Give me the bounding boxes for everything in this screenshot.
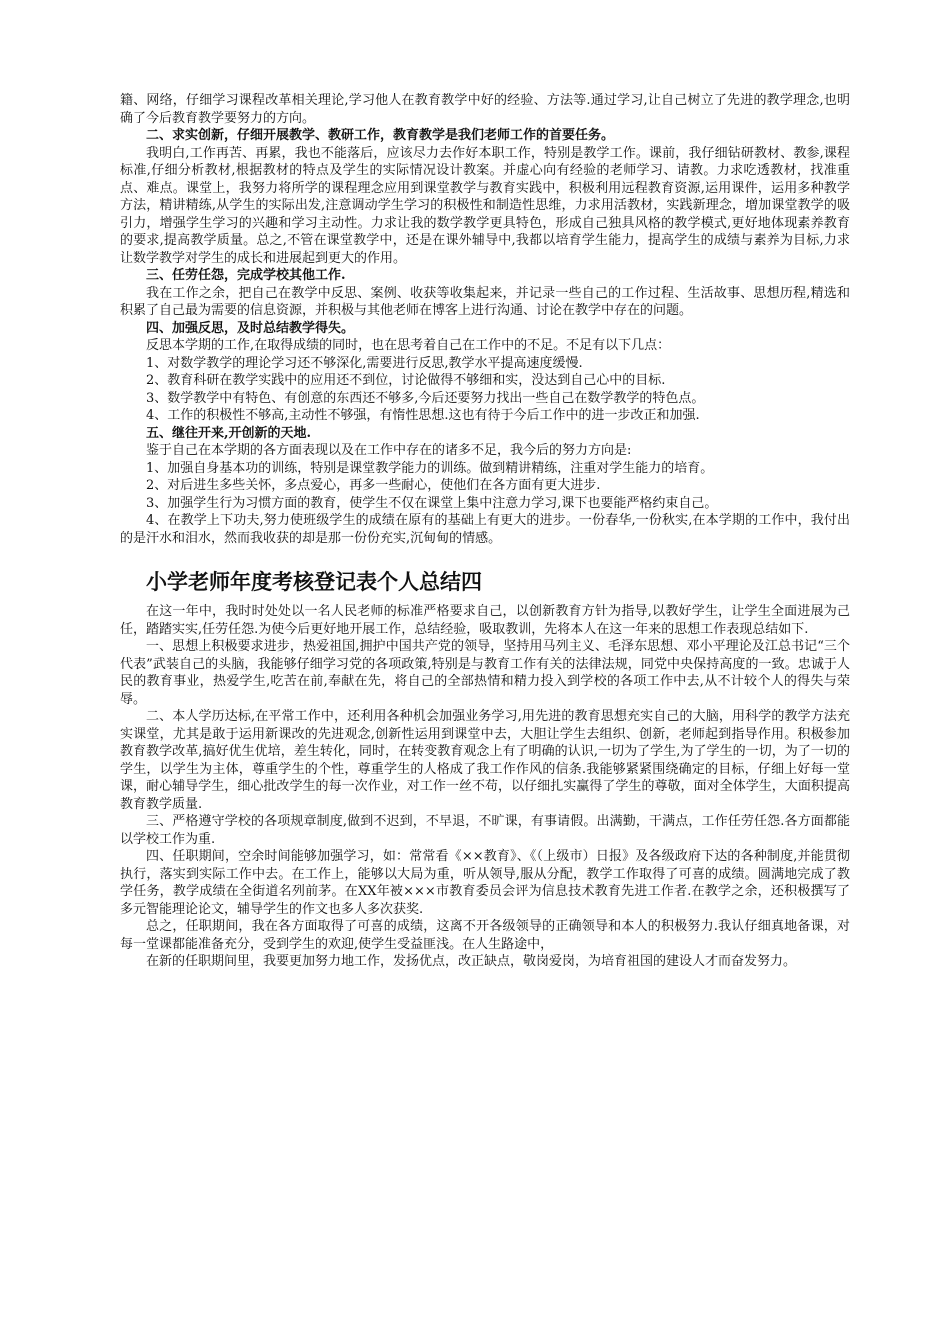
list-item-direction-3: 3、加强学生行为习惯方面的教育，使学生不仅在课堂上集中注意力学习,课下也要能严格约束自己。 [146, 495, 718, 511]
paragraph-study: 四、任职期间，空余时间能够加强学习，如：常常看《××教育》、《（上级市）日报》及各级政府下达的各种制度,并能贯彻执行，落实到实际工作中去。在工作上，能够以大局为重，听从领导,服从分配，教学工作取得了可喜的成绩。圆满地完成了教学任务，教学成绩在全街道名列前茅。在XX年被×××市教育委员会评为信息技术教育先进工作者.在教学之余，还积极撰写了多元智能理论论文，辅导学生的作文也多人多次获奖. [120, 849, 850, 917]
heading-two: 二、求实创新，仔细开展教学、教研工作，教育教学是我们老师工作的首要任务。 [146, 128, 615, 143]
paragraph-closing: 在新的任职期间里，我要更加努力地工作，发扬优点，改正缺点，敬岗爱岗，为培育祖国的建设人才而奋发努力。 [146, 954, 797, 969]
paragraph-summary: 总之，任职期间，我在各方面取得了可喜的成绩，这离不开各级领导的正确领导和本人的积极努力.我认仔细真地备课，对每一堂课都能准备充分，受到学生的欢迎,使学生受益匪浅。在人生路途中， [120, 919, 850, 952]
list-item-shortcoming-4: 4、工作的积极性不够高,主动性不够强，有惰性思想.这也有待于今后工作中的进一步改正和加强. [146, 408, 700, 423]
heading-four: 四、加强反思，及时总结教学得失。 [146, 320, 355, 336]
paragraph-continued: 籍、网络，仔细学习课程改革相关理论,学习他人在教育教学中好的经验、方法等.通过学习,让自己树立了先进的教学理念,也明确了今后教育教学要努力的方向。 [120, 93, 850, 126]
paragraph-intro: 在这一年中，我时时处处以一名人民老师的标准严格要求自己，以创新教育方针为指导,以教好学生，让学生全面进展为己任，踏踏实实,任劳任怨.为使今后更好地开展工作，总结经验，吸取教训，先将本人在这一年来的思想工作表现总结如下. [120, 604, 850, 637]
paragraph-discipline: 三、严格遵守学校的各项规章制度,做到不迟到，不早退，不旷课，有事请假。出满勤，干满点，工作任劳任怨.各方面都能以学校工作为重. [120, 814, 850, 847]
list-item-direction-4: 4、在教学上下功夫,努力使班级学生的成绩在原有的基础上有更大的进步。一份春华,一份秋实,在本学期的工作中，我付出的是汗水和泪水，然而我收获的却是那一份份充实,沉甸甸的情感。 [120, 513, 850, 546]
paragraph-direction-intro: 鉴于自己在本学期的各方面表现以及在工作中存在的诸多不足，我今后的努力方向是: [146, 443, 632, 458]
list-item-shortcoming-2: 2、教育科研在教学实践中的应用还不到位，讨论做得不够细和实，没达到自己心中的目标. [146, 373, 666, 388]
heading-five: 五、继往开来,开创新的天地. [146, 425, 312, 441]
list-item-shortcoming-3: 3、数学教学中有特色、有创意的东西还不够多,今后还要努力找出一些自己在数学教学的特色点。 [146, 390, 705, 406]
paragraph-other-work: 我在工作之余，把自己在教学中反思、案例、收获等收集起来，并记录一些自己的工作过程、生活故事、思想历程,精选和积累了自己最为需要的信息资源，并积极与其他老师在博客上进行沟通、讨论在教学中存在的问题。 [120, 285, 850, 318]
list-item-shortcoming-1: 1、对数学教学的理论学习还不够深化,需要进行反思,教学水平提高速度缓慢. [146, 355, 583, 371]
paragraph-reflection-intro: 反思本学期的工作,在取得成绩的同时，也在思考着自己在工作中的不足。不足有以下几点： [146, 338, 671, 353]
section-title: 小学老师年度考核登记表个人总结四 [146, 570, 482, 594]
paragraph-professional: 二、本人学历达标,在平常工作中，还利用各种机会加强业务学习,用先进的教育思想充实自己的大脑，用科学的教学方法充实课堂，尤其是敢于运用新课改的先进观念,创新性运用到课堂中去，大胆让学生去组织、创新，老师起到指导作用。积极参加教育教学改革,搞好优生优培，差生转化，同时，在转变教育观念上有了明确的认识,一切为了学生,为了学生的一切，为了一切的学生，以学生为主体，尊重学生的个性，尊重学生的人格成了我工作作风的信条.我能够紧紧围绕确定的目标，仔细上好每一堂课，耐心辅导学生，细心批改学生的每一次作业，对工作一丝不苟，以仔细扎实赢得了学生的尊敬，面对全体学生，大面积提高教育教学质量. [120, 709, 850, 812]
document-page [120, 92, 850, 971]
list-item-direction-2: 2、对后进生多些关怀，多点爱心，再多一些耐心，使他们在各方面有更大进步. [146, 478, 601, 493]
paragraph-teaching: 我明白,工作再苦、再累，我也不能落后，应该尽力去作好本职工作，特别是教学工作。课前，我仔细钻研教材、教参,课程标准,仔细分析教材,根据教材的特点及学生的实际情况设计教案。并虚心向有经验的老师学习、请教。力求吃透教材，找准重点、难点。课堂上，我努力将所学的课程理念应用到课堂教学与教育实践中，积极利用远程教育资源,运用课件，运用多种教学方法，精讲精练,从学生的实际出发,注意调动学生学习的积极性和制造性思维，力求用活教材，实践新理念，增加课堂教学的吸引力，增强学生学习的兴趣和学习主动性。力求让我的数学教学更具特色，形成自己独具风格的教学模式,更好地体现素养教育的要求,提高教学质量。总之,不管在课堂教学中，还是在课外辅导中,我都以培育学生能力，提高学生的成绩与素养为目标,力求让数学教学对学生的成长和进展起到更大的作用。 [120, 145, 850, 266]
list-item-direction-1: 1、加强自身基本功的训练，特别是课堂教学能力的训练。做到精讲精练，注重对学生能力的培育。 [146, 460, 714, 476]
paragraph-ideology: 一、思想上积极要求进步，热爱祖国,拥护中国共产党的领导，坚持用马列主义、毛泽东思想、邓小平理论及江总书记“三个代表”武装自己的头脑，我能够仔细学习党的各项政策,特别是与教育工作有关的法律法规，同党中央保持高度的一致。忠诚于人民的教育事业，热爱学生,吃苦在前,奉献在先，将自己的全部热情和精力投入到学校的各项工作中去,从不计较个人的得失与荣辱。 [120, 639, 850, 707]
heading-three: 三、任劳任怨，完成学校其他工作. [146, 268, 346, 283]
